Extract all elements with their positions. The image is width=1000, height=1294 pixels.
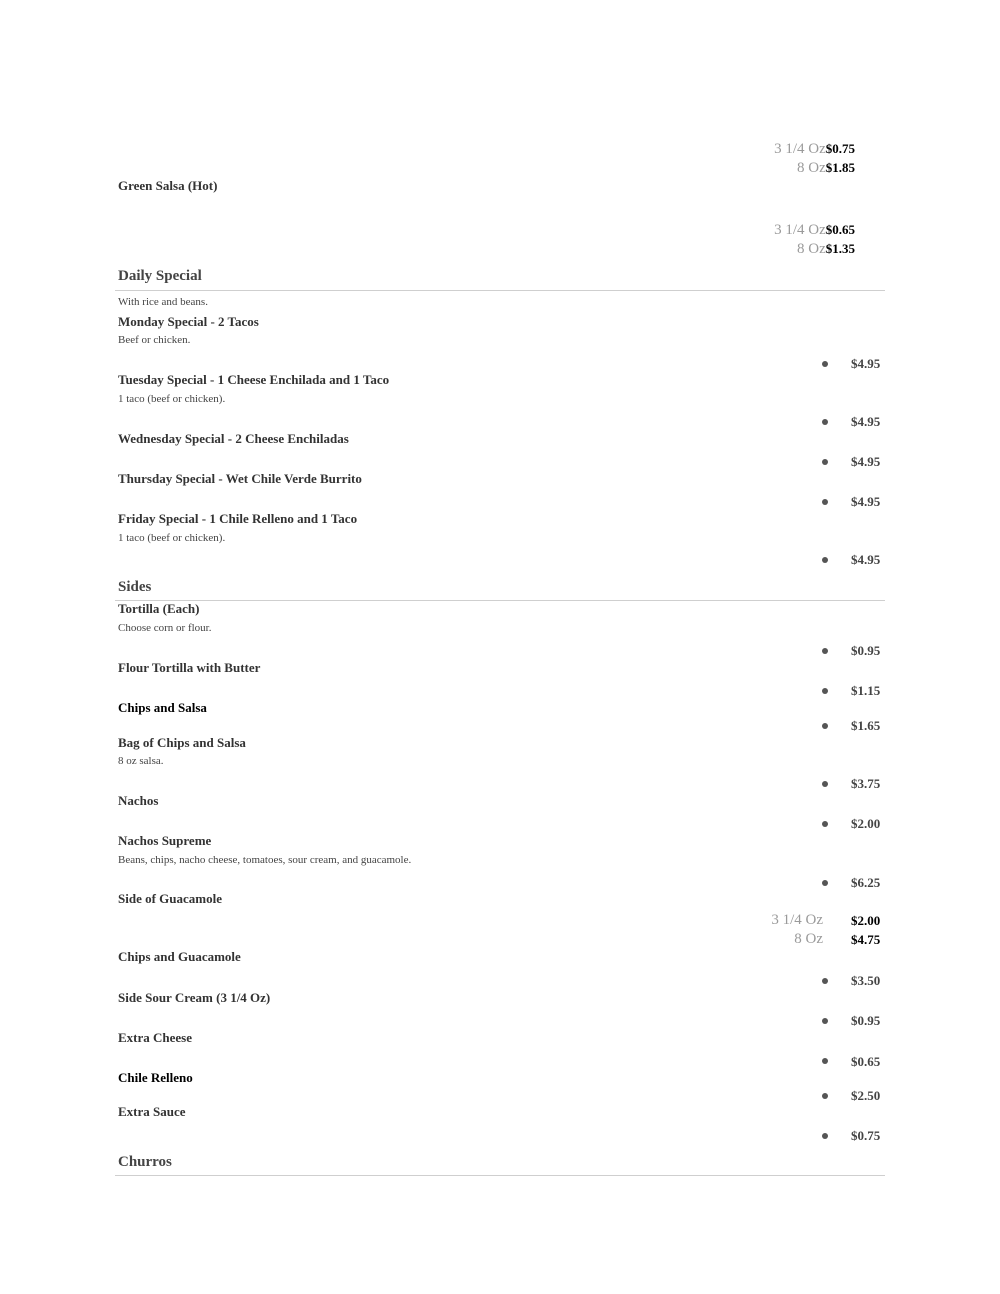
menu-item-price: $4.95 <box>851 414 881 429</box>
menu-item-name: Chile Relleno <box>118 1070 193 1085</box>
bullet-icon <box>822 688 828 694</box>
bullet-icon <box>822 723 828 729</box>
menu-item-name: Thursday Special - Wet Chile Verde Burrito <box>118 471 362 486</box>
menu-item-name: Green Salsa (Hot) <box>118 178 218 193</box>
bullet-icon <box>822 361 828 367</box>
bullet-icon <box>822 781 828 787</box>
bullet-icon <box>822 1058 828 1064</box>
bullet-icon <box>822 821 828 827</box>
bullet-icon <box>822 648 828 654</box>
bullet-icon <box>822 1093 828 1099</box>
bullet-icon <box>822 557 828 563</box>
menu-item-price: $1.15 <box>851 683 881 698</box>
menu-item-price: $4.95 <box>851 454 881 469</box>
menu-item-price: $0.65 <box>851 1054 881 1069</box>
menu-item-price: $3.75 <box>851 776 881 791</box>
menu-item-name: Nachos <box>118 793 159 808</box>
menu-item-price: $1.65 <box>851 718 881 733</box>
menu-item-price: $0.95 <box>851 643 881 658</box>
menu-item-price: $2.50 <box>851 1088 881 1103</box>
menu-item-name: Tuesday Special - 1 Cheese Enchilada and 1 Taco <box>118 372 390 387</box>
menu-item-name: Extra Cheese <box>118 1030 193 1045</box>
menu-item-name: Nachos Supreme <box>118 833 212 848</box>
size-label: 8 Oz <box>794 931 823 947</box>
bullet-icon <box>822 499 828 505</box>
menu-item-desc: Beef or chicken. <box>118 334 191 346</box>
menu-item-name: Side of Guacamole <box>118 891 222 906</box>
section-title-sides: Sides <box>118 579 152 595</box>
menu-item-price: $4.95 <box>851 494 881 509</box>
menu-item-price: $6.25 <box>851 875 881 890</box>
menu-item-desc: 1 taco (beef or chicken). <box>118 393 226 405</box>
menu-item-name: Chips and Salsa <box>118 700 207 715</box>
menu-item-name: Friday Special - 1 Chile Relleno and 1 Taco <box>118 511 358 526</box>
section-divider <box>115 600 885 601</box>
menu-item-desc: Beans, chips, nacho cheese, tomatoes, sour cream, and guacamole. <box>118 854 412 866</box>
menu-item-price: $0.95 <box>851 1013 881 1028</box>
menu-item-name: Tortilla (Each) <box>118 601 200 616</box>
size-price-row: 8 Oz$1.85 <box>797 160 855 176</box>
menu-item-name: Chips and Guacamole <box>118 949 241 964</box>
menu-item-name: Monday Special - 2 Tacos <box>118 314 259 329</box>
menu-item-name: Bag of Chips and Salsa <box>118 735 246 750</box>
menu-item-price: $3.50 <box>851 973 881 988</box>
menu-item-price: $4.95 <box>851 552 881 567</box>
size-label: 3 1/4 Oz <box>771 912 823 928</box>
size-price-row: 3 1/4 Oz$0.75 <box>774 141 855 157</box>
bullet-icon <box>822 1018 828 1024</box>
section-divider <box>115 1175 885 1176</box>
menu-item-price: $4.95 <box>851 356 881 371</box>
menu-item-desc: 8 oz salsa. <box>118 755 164 767</box>
menu-item-name: Flour Tortilla with Butter <box>118 660 261 675</box>
size-price: $4.75 <box>851 932 881 947</box>
menu-item-price: $0.75 <box>851 1128 881 1143</box>
section-divider <box>115 290 885 291</box>
section-title-churros: Churros <box>118 1154 172 1170</box>
menu-item-desc: Choose corn or flour. <box>118 622 212 634</box>
bullet-icon <box>822 459 828 465</box>
size-price: $2.00 <box>851 913 881 928</box>
bullet-icon <box>822 1133 828 1139</box>
bullet-icon <box>822 978 828 984</box>
menu-item-name: Side Sour Cream (3 1/4 Oz) <box>118 990 271 1005</box>
size-price-row: 8 Oz$1.35 <box>797 241 855 257</box>
bullet-icon <box>822 419 828 425</box>
menu-item-name: Wednesday Special - 2 Cheese Enchiladas <box>118 431 349 446</box>
menu-item-price: $2.00 <box>851 816 881 831</box>
bullet-icon <box>822 880 828 886</box>
menu-item-desc: 1 taco (beef or chicken). <box>118 532 226 544</box>
section-title-daily-special: Daily Special <box>118 268 202 284</box>
menu-item-name: Extra Sauce <box>118 1104 186 1119</box>
section-note: With rice and beans. <box>118 296 208 308</box>
size-price-row: 3 1/4 Oz$0.65 <box>774 222 855 238</box>
